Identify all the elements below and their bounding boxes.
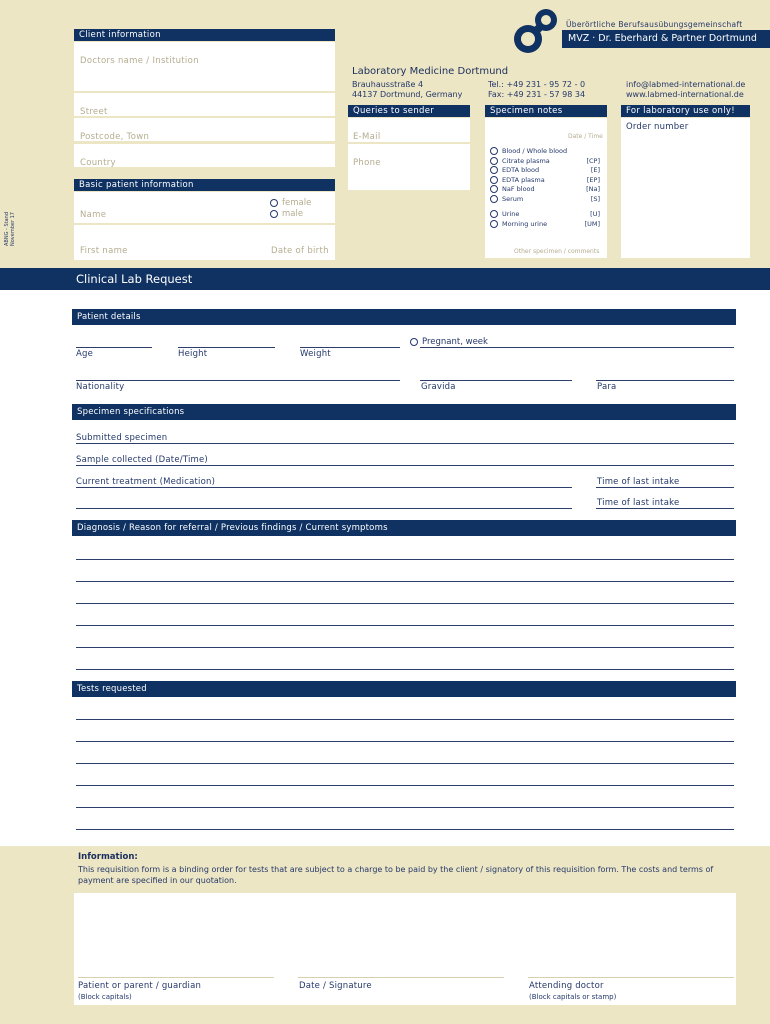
signature-line — [528, 977, 734, 978]
other-specimen-label: Other specimen / comments — [514, 248, 600, 255]
lab-use-panel — [621, 118, 750, 258]
specimen-item[interactable]: Morning urine [UM] — [490, 220, 600, 230]
diagnosis-line[interactable] — [76, 603, 734, 604]
org-name: MVZ · Dr. Eberhard & Partner Dortmund — [568, 33, 757, 44]
specimen-item[interactable]: NaF blood [Na] — [490, 185, 600, 195]
specimen-datetime-label: Date / Time — [568, 133, 603, 140]
specimen-item[interactable]: Urine [U] — [490, 210, 600, 220]
nationality-line[interactable] — [76, 380, 400, 381]
diagnosis-line[interactable] — [76, 669, 734, 670]
patient-signature-note: (Block capitals) — [78, 993, 132, 1001]
specimen-radio-icon[interactable] — [490, 166, 498, 174]
specimen-item[interactable]: Citrate plasma [CP] — [490, 157, 600, 167]
submitted-line[interactable] — [76, 443, 734, 444]
diagnosis-line[interactable] — [76, 625, 734, 626]
tests-header: Tests requested — [72, 681, 736, 697]
specimen-item[interactable]: EDTA plasma [EP] — [490, 176, 600, 186]
age-line[interactable] — [76, 347, 152, 348]
specimen-radio-icon[interactable] — [490, 157, 498, 165]
specimen-item[interactable]: Blood / Whole blood — [490, 147, 600, 157]
height-label: Height — [178, 349, 208, 359]
male-option[interactable] — [270, 209, 303, 219]
diagnosis-line[interactable] — [76, 559, 734, 560]
specimen-radio-icon[interactable] — [490, 147, 498, 155]
specimen-radio-icon[interactable] — [490, 195, 498, 203]
patient-details-header: Patient details — [72, 309, 736, 325]
treatment-line-2[interactable] — [76, 508, 572, 509]
age-label: Age — [76, 349, 94, 359]
doctors-name-label: Doctors name / Institution — [80, 56, 199, 66]
lab-address1: Brauhausstraße 4 — [352, 80, 424, 89]
form-title: Clinical Lab Request — [76, 272, 193, 286]
diagnosis-line[interactable] — [76, 581, 734, 582]
treatment-label: Current treatment (Medication) — [76, 477, 216, 487]
lab-use-header: For laboratory use only! — [621, 105, 750, 117]
tests-line[interactable] — [76, 807, 734, 808]
female-radio-icon[interactable] — [270, 199, 278, 207]
diagnosis-line[interactable] — [76, 647, 734, 648]
last-intake-line-1[interactable] — [596, 487, 734, 488]
email-label: E-Mail — [353, 132, 381, 142]
para-label: Para — [597, 382, 617, 392]
tests-line[interactable] — [76, 785, 734, 786]
last-intake-label-2: Time of last intake — [597, 498, 680, 508]
date-signature-label: Date / Signature — [299, 981, 372, 991]
doctors-name-field[interactable] — [74, 42, 335, 91]
collected-line[interactable] — [76, 465, 734, 466]
weight-line[interactable] — [300, 347, 400, 348]
pregnant-option[interactable] — [410, 337, 488, 347]
lab-email: info@labmed-international.de — [626, 80, 746, 89]
specimen-item[interactable]: EDTA blood [E] — [490, 166, 600, 176]
collected-label: Sample collected (Date/Time) — [76, 455, 208, 465]
lab-name: Laboratory Medicine Dortmund — [352, 66, 509, 77]
tests-line[interactable] — [76, 741, 734, 742]
specimen-radio-icon[interactable] — [490, 176, 498, 184]
client-info-header: Client information — [74, 29, 335, 41]
submitted-label: Submitted specimen — [76, 433, 168, 443]
gravida-line[interactable] — [420, 380, 572, 381]
pregnant-label: Pregnant, week — [422, 337, 488, 347]
female-label: female — [282, 198, 312, 208]
first-name-label: First name — [80, 246, 128, 256]
pregnant-radio-icon[interactable] — [410, 338, 418, 346]
specimen-item[interactable]: Serum [S] — [490, 195, 600, 205]
last-intake-line-2[interactable] — [596, 508, 734, 509]
lab-fax: Fax: +49 231 - 57 98 34 — [488, 90, 586, 99]
weight-label: Weight — [300, 349, 331, 359]
signature-line — [78, 977, 274, 978]
street-label: Street — [80, 107, 108, 117]
signature-line — [298, 977, 504, 978]
specimen-radio-icon[interactable] — [490, 185, 498, 193]
male-label: male — [282, 209, 304, 219]
pregnant-line[interactable] — [420, 347, 734, 348]
nationality-label: Nationality — [76, 382, 125, 392]
lab-web: www.labmed-international.de — [626, 90, 744, 99]
country-label: Country — [80, 158, 116, 168]
tests-line[interactable] — [76, 829, 734, 830]
treatment-line-1[interactable] — [76, 487, 572, 488]
lab-tel: Tel.: +49 231 - 95 72 - 0 — [488, 80, 586, 89]
doctor-label: Attending doctor — [529, 981, 604, 991]
street-field[interactable] — [74, 93, 335, 116]
information-text: This requisition form is a binding order for tests that are subject to a charge to be paid by the client / signatory of this requisition form. The costs and terms of payment are specified in our quotation. — [78, 865, 714, 885]
doctor-note: (Block capitals or stamp) — [529, 993, 617, 1001]
lab-address2: 44137 Dortmund, Germany — [352, 90, 463, 99]
org-subtitle: Überörtliche Berufsausübungsgemeinschaft — [566, 20, 743, 29]
specimen-list — [490, 147, 600, 229]
patient-signature-label: Patient or parent / guardian — [78, 981, 202, 991]
specimen-notes-header: Specimen notes — [485, 105, 607, 117]
tests-line[interactable] — [76, 763, 734, 764]
height-line[interactable] — [178, 347, 275, 348]
male-radio-icon[interactable] — [270, 210, 278, 218]
diagnosis-header: Diagnosis / Reason for referral / Previous findings / Current symptoms — [72, 520, 736, 536]
name-label: Name — [80, 210, 107, 220]
tests-line[interactable] — [76, 719, 734, 720]
side-code: ABNG - Stand November 17 — [4, 212, 16, 246]
gravida-label: Gravida — [421, 382, 456, 392]
para-line[interactable] — [596, 380, 734, 381]
postcode-label: Postcode, Town — [80, 132, 150, 142]
queries-header: Queries to sender — [348, 105, 470, 117]
specimen-radio-icon[interactable] — [490, 220, 498, 228]
specimen-radio-icon[interactable] — [490, 210, 498, 218]
order-number-label: Order number — [626, 122, 689, 132]
specimen-specs-header: Specimen specifications — [72, 404, 736, 420]
female-option[interactable] — [270, 198, 311, 208]
information-title: Information: — [78, 852, 138, 862]
last-intake-label-1: Time of last intake — [597, 477, 680, 487]
basic-patient-header: Basic patient information — [74, 179, 335, 191]
phone-label: Phone — [353, 158, 381, 168]
dob-label: Date of birth — [271, 246, 329, 256]
logo-icon — [512, 4, 558, 56]
